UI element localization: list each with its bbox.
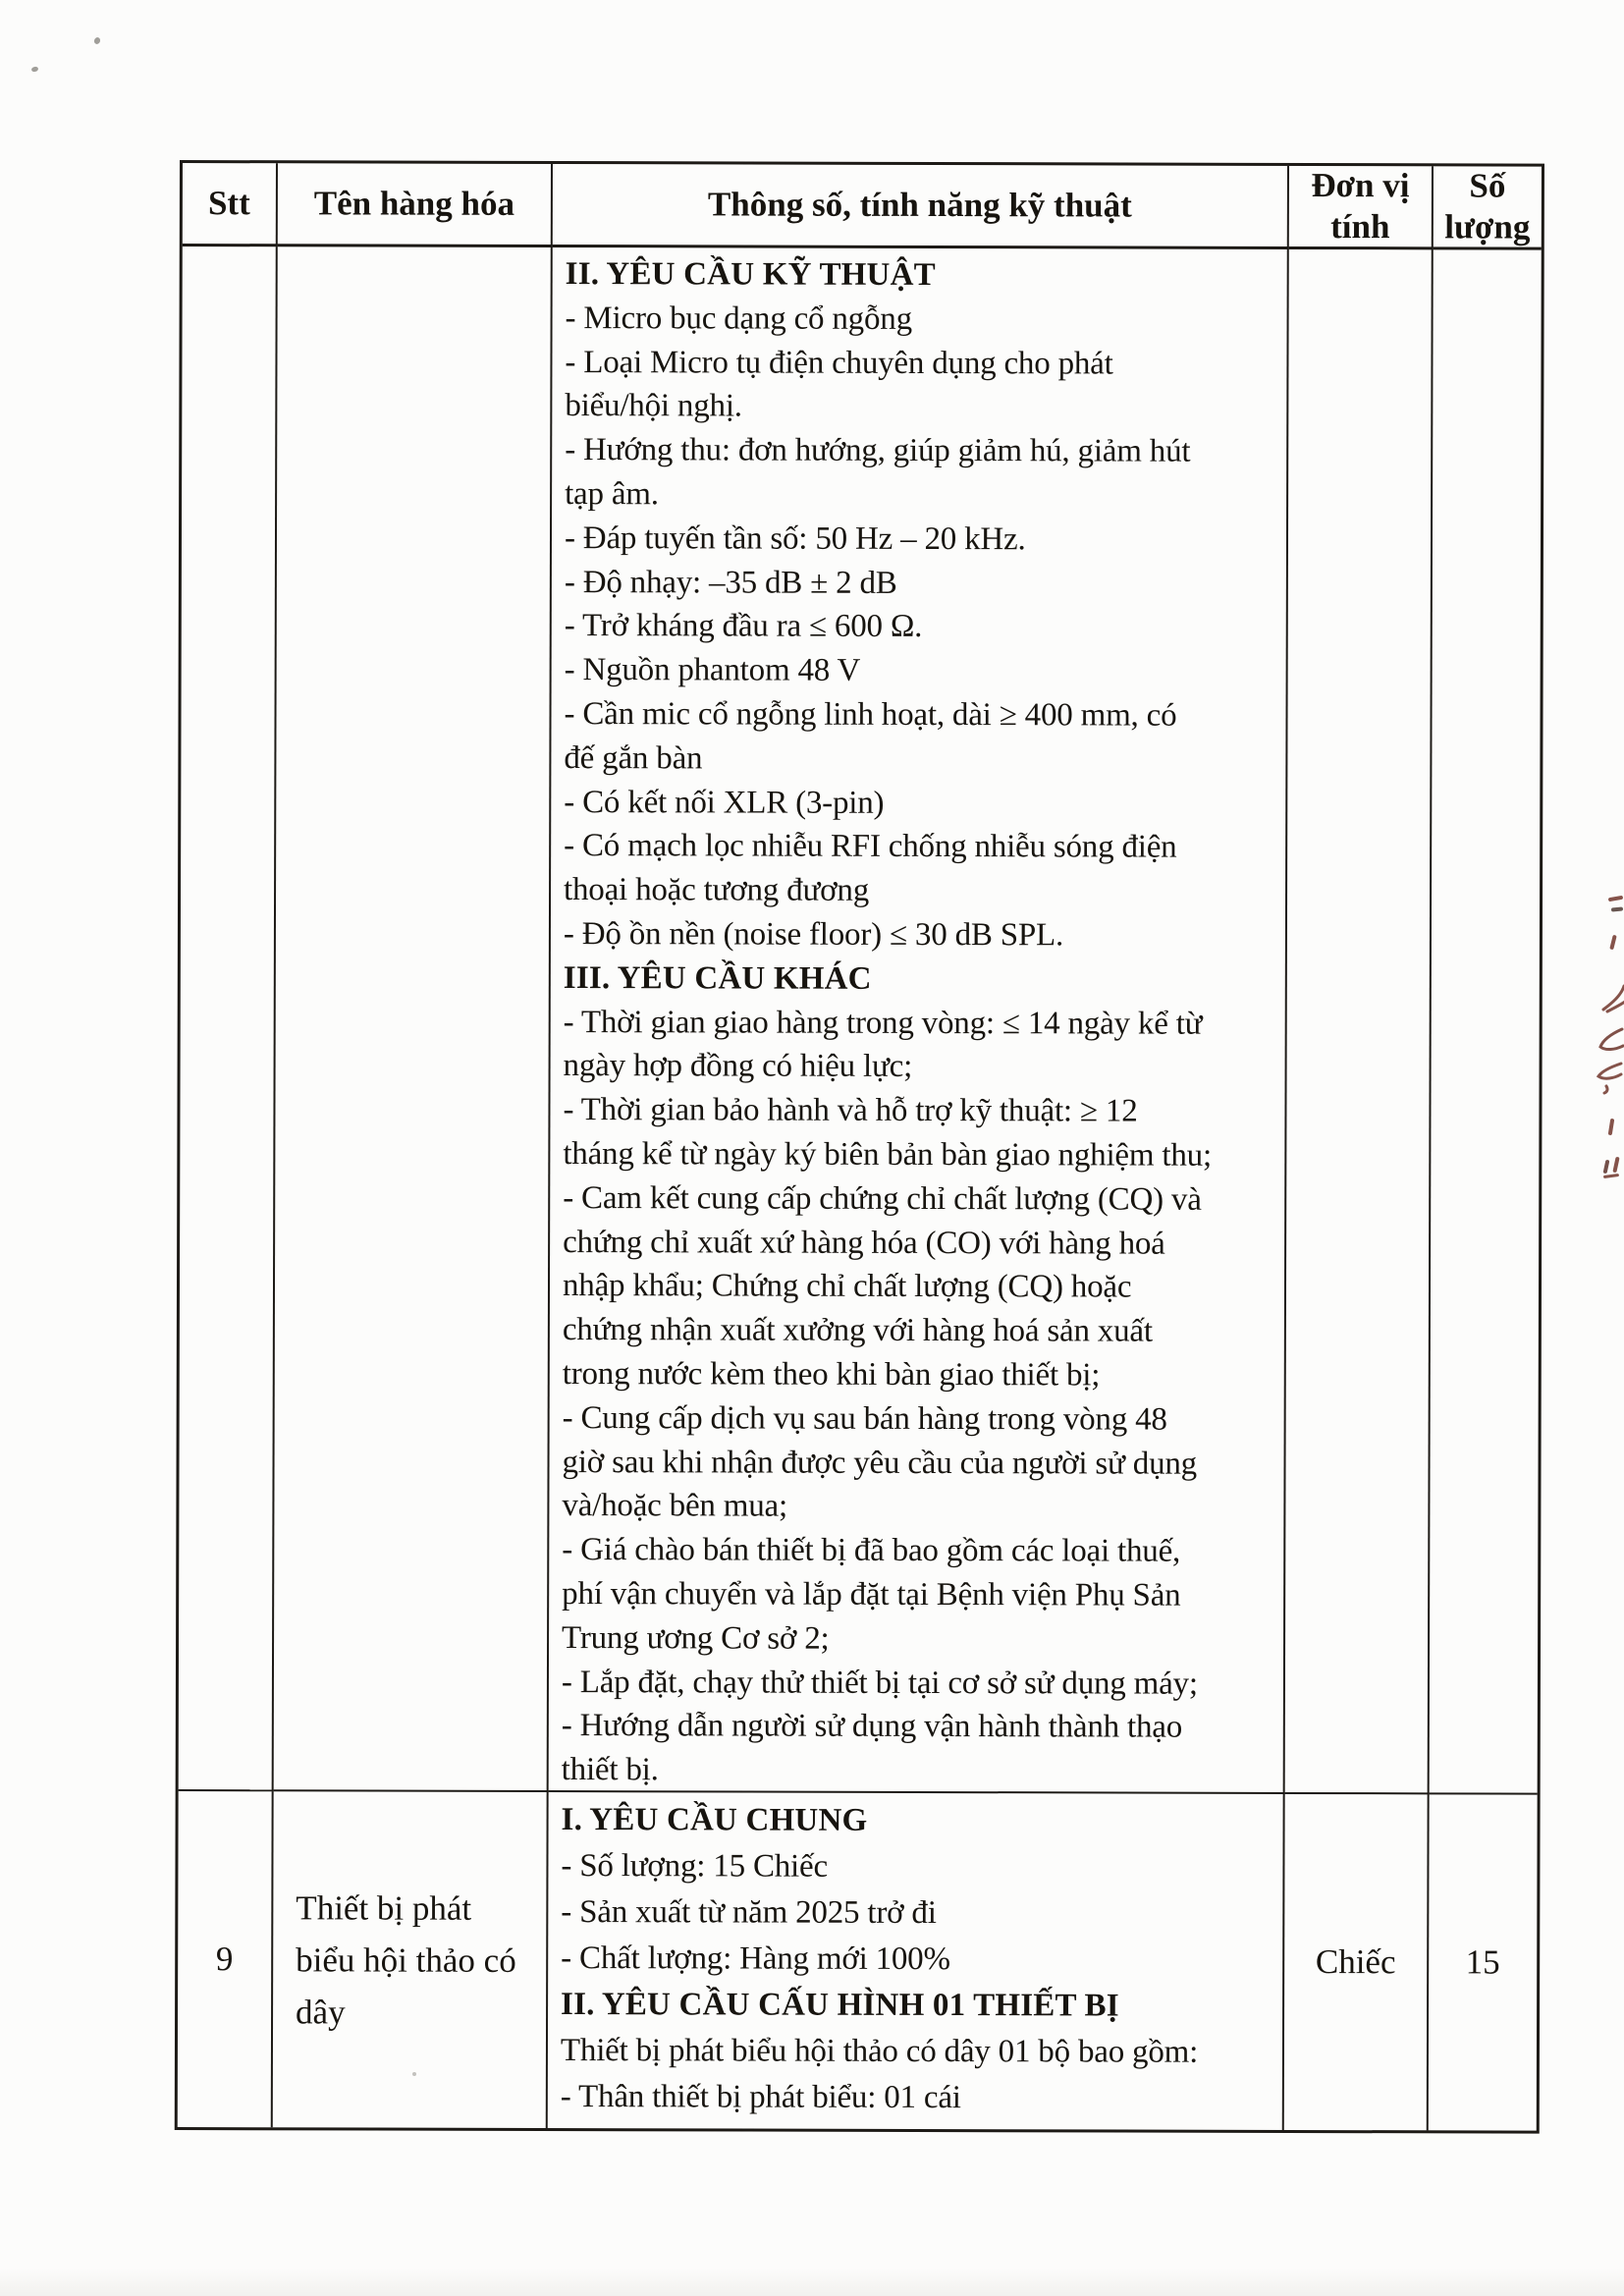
- spec-line: - Nguồn phantom 48 V: [564, 652, 861, 688]
- qty-cell-row-continuation: [1430, 249, 1542, 1794]
- specs-cell-row-9: [548, 1792, 1285, 2130]
- spec-line: - Trở kháng đầu ra ≤ 600 Ω.: [564, 608, 923, 645]
- spec-line: - Cung cấp dịch vụ sau bán hàng trong vòng 48: [562, 1399, 1167, 1438]
- header-qty: [1434, 166, 1542, 249]
- pen-mark: [1595, 1061, 1624, 1096]
- spec-line: - Thân thiết bị phát biểu: 01 cái: [560, 2079, 961, 2116]
- spec-line: đế gắn bàn: [564, 739, 703, 777]
- pen-mark: [1611, 906, 1623, 911]
- spec-line: tháng kể từ ngày ký biên bản bàn giao nghiệm thu;: [563, 1135, 1213, 1174]
- spec-line: phí vận chuyển và lắp đặt tại Bệnh viện Phụ Sản: [562, 1575, 1181, 1613]
- header-specs-label: Thông số, tính năng kỹ thuật: [707, 185, 1132, 225]
- spec-line: II. YÊU CẦU KỸ THUẬT: [565, 256, 936, 294]
- spec-line: Thiết bị phát biểu hội thảo có dây 01 bộ bao gồm:: [560, 2033, 1199, 2070]
- spec-line: - Thời gian giao hàng trong vòng: ≤ 14 ngày kể từ: [563, 1004, 1203, 1042]
- pen-mark: [1608, 1119, 1615, 1135]
- spec-line: - Hướng thu: đơn hướng, giúp giảm hú, giảm hút: [565, 432, 1191, 469]
- spec-line: - Cam kết cung cấp chứng chỉ chất lượng (CQ) và: [563, 1179, 1202, 1218]
- spec-line: tạp âm.: [565, 476, 659, 513]
- spec-line: II. YÊU CẦU CẤU HÌNH 01 THIẾT BỊ: [561, 1987, 1119, 2024]
- pen-mark: [1601, 982, 1624, 1013]
- paper-speck: [93, 36, 101, 45]
- spec-line: - Đáp tuyến tần số: 50 Hz – 20 kHz.: [564, 519, 1026, 558]
- pen-mark: [1612, 1157, 1619, 1173]
- paper-speck: [30, 66, 38, 73]
- spec-line: biểu/hội nghị.: [565, 388, 742, 424]
- header-unit-line2: tính: [1330, 207, 1390, 246]
- qty-cell-row-9: [1429, 1794, 1538, 2130]
- name-cell-row-continuation: [274, 246, 553, 1792]
- spec-line: chứng chỉ xuất xứ hàng hóa (CO) với hàng hoá: [563, 1224, 1165, 1262]
- spec-line: Trung ương Cơ sở 2;: [562, 1619, 830, 1657]
- spec-line: và/hoặc bên mua;: [562, 1488, 788, 1524]
- header-unit-line1: Đơn vị: [1311, 166, 1410, 205]
- spec-line: nhập khẩu; Chứng chỉ chất lượng (CQ) hoặc: [562, 1268, 1132, 1305]
- pen-mark: [1609, 935, 1617, 951]
- pen-mark: [1603, 1174, 1619, 1178]
- spec-line: - Micro bục dạng cổ ngỗng: [565, 300, 912, 337]
- header-stt-label: Stt: [207, 184, 250, 223]
- item-name-line: biểu hội thảo có: [296, 1940, 516, 1980]
- spec-line: - Độ nhạy: –35 dB ± 2 dB: [564, 564, 897, 601]
- spec-line: - Thời gian bảo hành và hỗ trợ kỹ thuật: ≥ 12: [563, 1092, 1138, 1129]
- header-stt: [183, 163, 278, 246]
- spec-line: - Chất lượng: Hàng mới 100%: [561, 1941, 950, 1978]
- spec-line: - Loại Micro tụ điện chuyên dụng cho phát: [565, 344, 1113, 382]
- spec-line: - Cần mic cổ ngỗng linh hoạt, dài ≥ 400 mm, có: [564, 695, 1177, 734]
- spec-line: - Có kết nối XLR (3-pin): [564, 784, 885, 821]
- spec-line: - Độ ồn nền (noise floor) ≤ 30 dB SPL.: [563, 915, 1064, 954]
- specs-cell-row-continuation: [549, 247, 1289, 1794]
- spec-table: [175, 160, 1544, 2134]
- pen-mark: [1603, 1160, 1610, 1175]
- pen-mark: [1608, 896, 1623, 902]
- header-unit: [1289, 166, 1434, 249]
- header-specs: [553, 164, 1289, 249]
- stt-cell-row-continuation: [179, 246, 278, 1791]
- spec-line: thoại hoặc tương đương: [564, 872, 870, 908]
- spec-line: III. YÊU CẦU KHÁC: [563, 959, 872, 997]
- spec-line: - Hướng dẫn người sử dụng vận hành thành thạo: [561, 1708, 1183, 1745]
- spec-line: ngày hợp đồng có hiệu lực;: [563, 1048, 913, 1085]
- stt-value: 9: [215, 1940, 234, 1979]
- spec-line: thiết bị.: [561, 1752, 659, 1788]
- spec-line: I. YÊU CẦU CHUNG: [561, 1802, 868, 1838]
- header-qty-line2: lượng: [1444, 207, 1531, 246]
- spec-line: giờ sau khi nhận được yêu cầu của người sử dụng: [562, 1444, 1198, 1482]
- spec-line: trong nước kèm theo khi bàn giao thiết bị;: [562, 1355, 1101, 1394]
- header-qty-line1: Số: [1469, 166, 1506, 205]
- spec-line: chứng nhận xuất xưởng với hàng hoá sản xuất: [562, 1312, 1153, 1349]
- spec-line: - Số lượng: 15 Chiếc: [561, 1848, 828, 1885]
- item-name-line: Thiết bị phát: [296, 1887, 472, 1928]
- qty-value: 15: [1465, 1942, 1500, 1982]
- item-name-line: dây: [296, 1992, 346, 2031]
- unit-cell-row-9: [1284, 1794, 1430, 2130]
- header-item-name: [278, 163, 553, 247]
- pen-mark: [1597, 1025, 1624, 1055]
- unit-cell-row-continuation: [1285, 249, 1434, 1794]
- spec-line: - Lắp đặt, chạy thử thiết bị tại cơ sở sử dụng máy;: [561, 1664, 1198, 1702]
- unit-value: Chiếc: [1315, 1942, 1396, 1982]
- stt-cell-row-9: [178, 1791, 274, 2127]
- spec-line: - Có mạch lọc nhiễu RFI chống nhiễu sóng điện: [564, 828, 1177, 866]
- spec-line: - Giá chào bán thiết bị đã bao gồm các loại thuế,: [562, 1532, 1181, 1569]
- header-item-name-label: Tên hàng hóa: [313, 184, 515, 223]
- spec-line: - Sản xuất từ năm 2025 trở đi: [561, 1894, 937, 1932]
- name-cell-row-9: [273, 1791, 549, 2128]
